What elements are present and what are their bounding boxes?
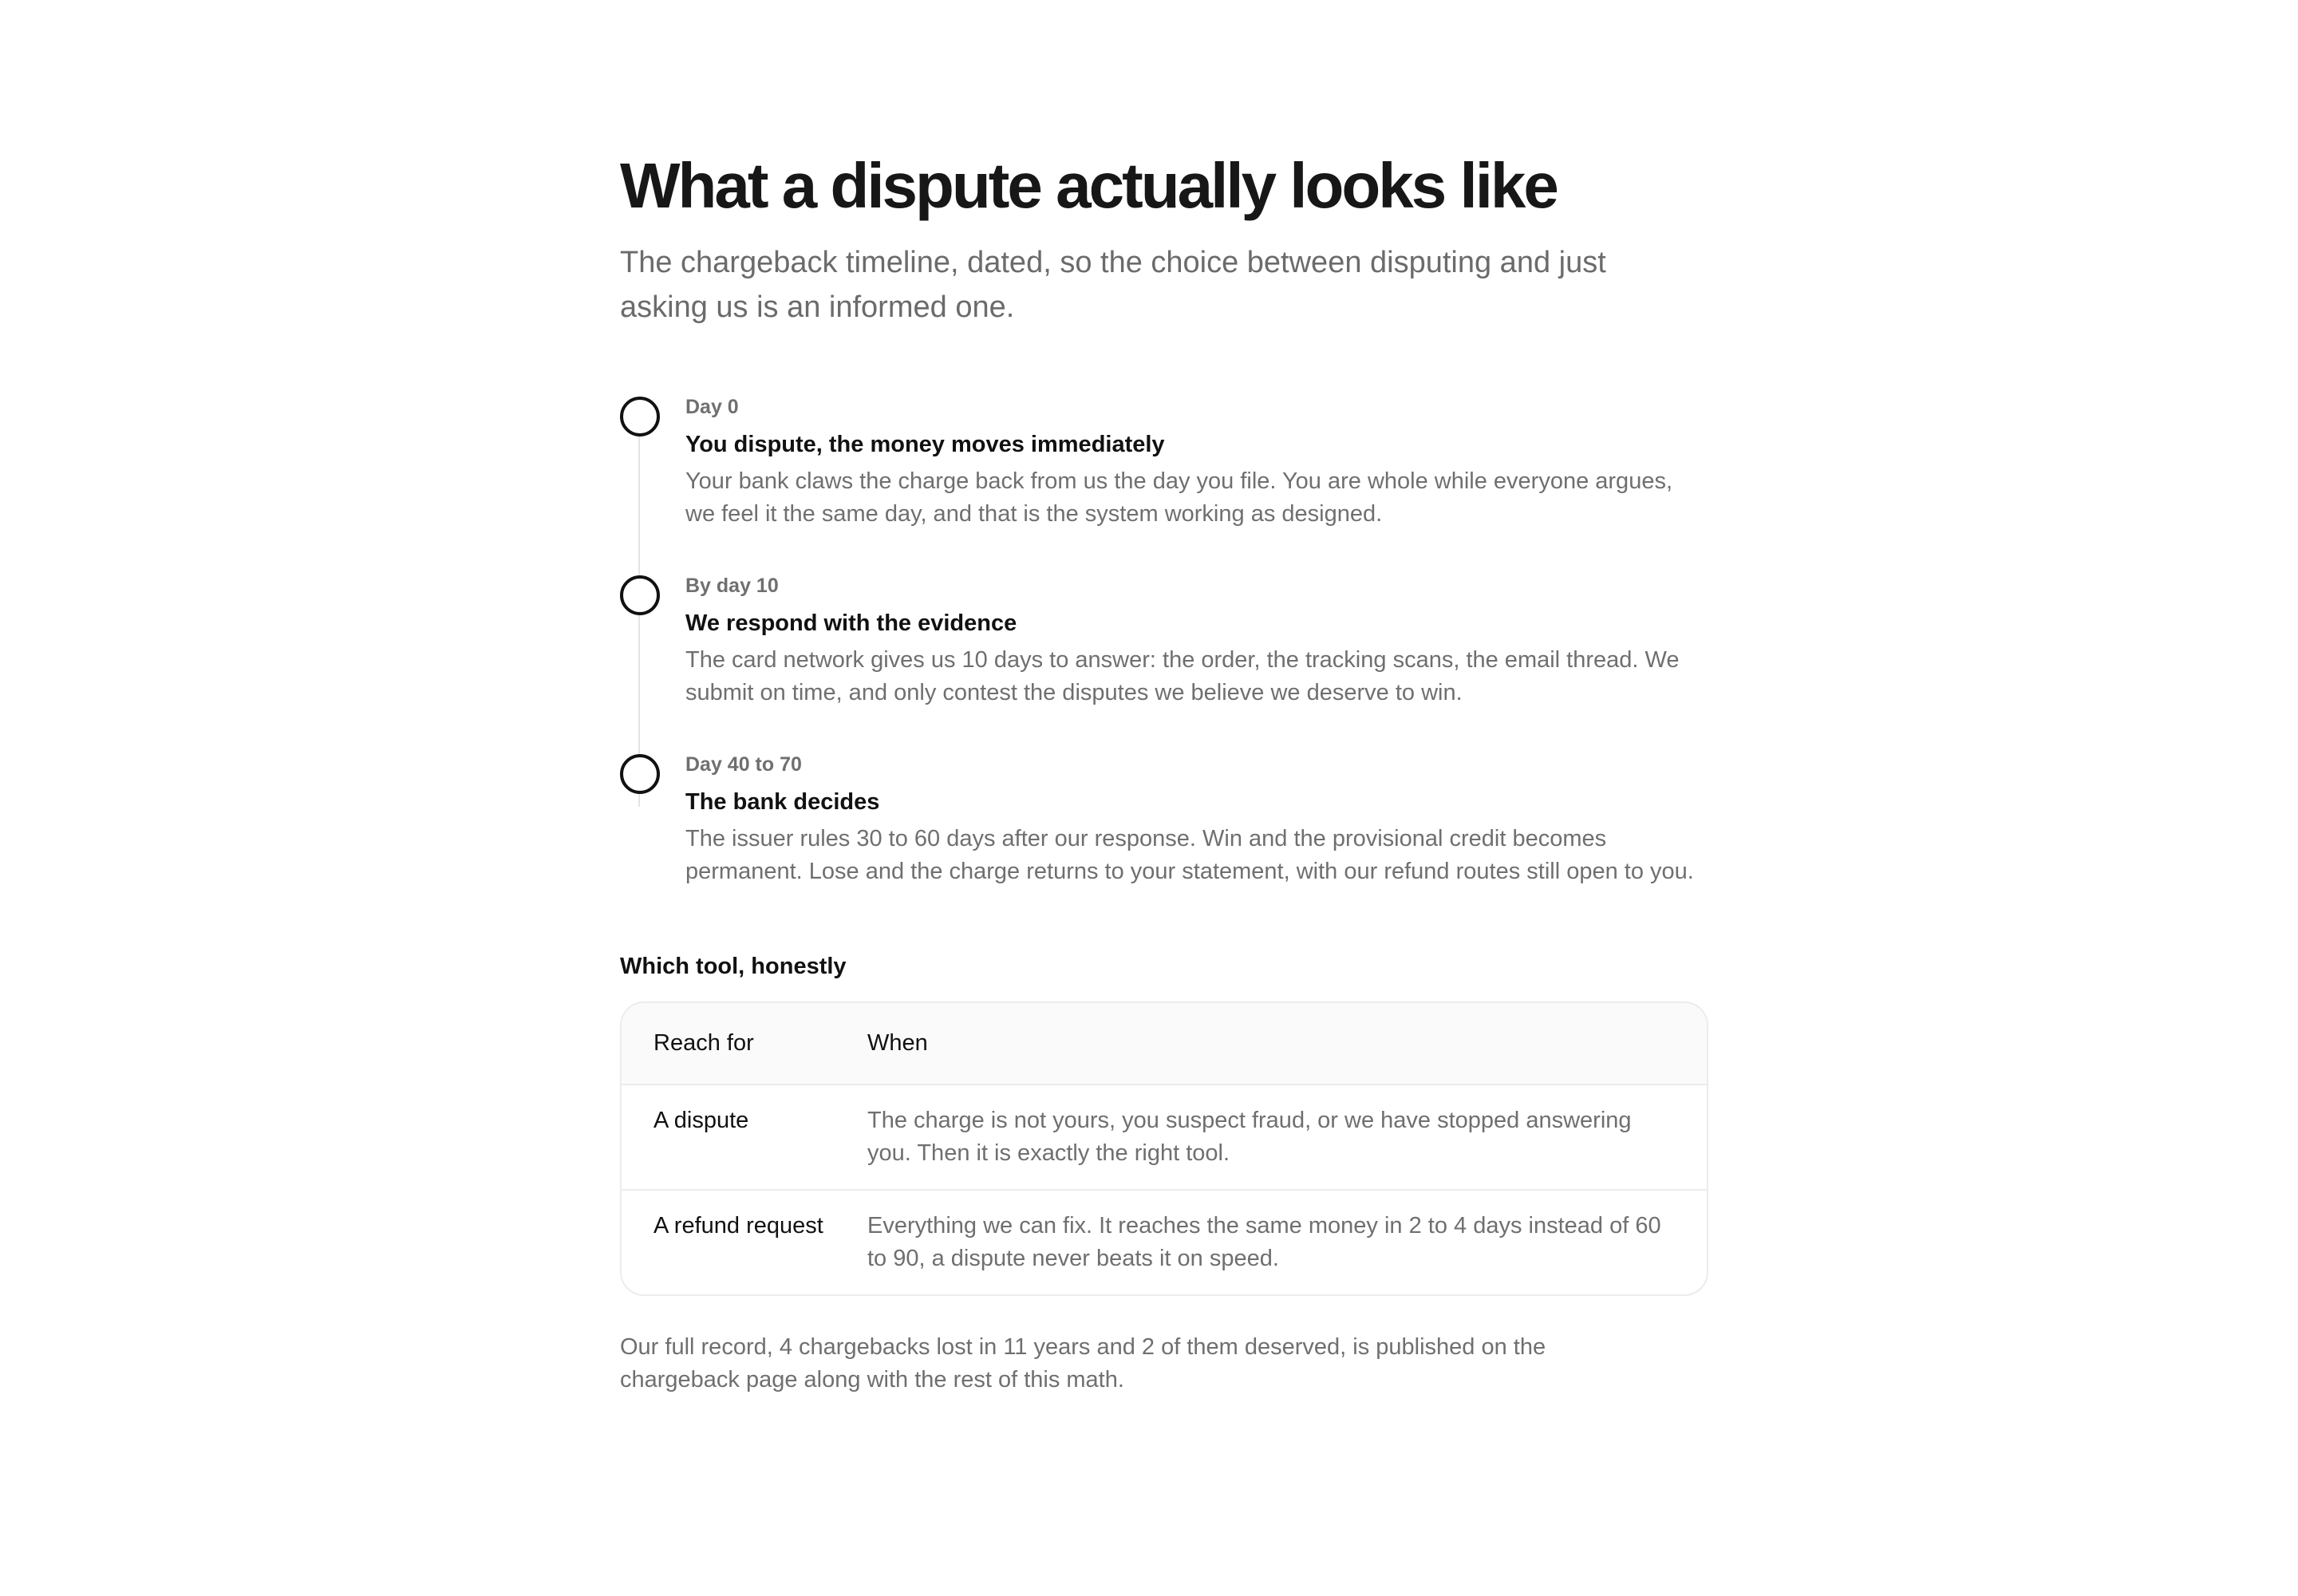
timeline-step-day-40-70 (620, 751, 1705, 888)
timeline-step-label: Day 0 (685, 396, 739, 418)
tool-comparison-table (620, 1001, 1708, 1296)
timeline-step-description: The card network gives us 10 days to answer: the order, the tracking scans, the email thread. We submit on time, and only contest the disputes we believe we deserve to win. (685, 647, 1680, 705)
circle-icon (620, 575, 660, 615)
page-subtitle: The chargeback timeline, dated, so the choice between disputing and just asking us is an informed one. (620, 246, 1606, 324)
table-row (622, 1084, 1707, 1189)
table-cell-reach-for: A refund request (653, 1213, 823, 1238)
table-row (622, 1189, 1707, 1294)
timeline-step-label: By day 10 (685, 575, 779, 597)
table-header-row (622, 1003, 1707, 1084)
main-content (620, 148, 1705, 1420)
timeline-step-title: We respond with the evidence (685, 610, 1017, 636)
dispute-timeline (620, 393, 1705, 888)
circle-icon (620, 397, 660, 437)
timeline-step-description: The issuer rules 30 to 60 days after our response. Win and the provisional credit becomes permanent. Lose and the charge returns to your statement, with our refund routes still open to you. (685, 826, 1694, 884)
timeline-step-title: The bank decides (685, 789, 880, 815)
column-header-when: When (867, 1030, 928, 1056)
table-cell-when: The charge is not yours, you suspect fraud, or we have stopped answering you. Then it is exactly the right tool. (867, 1108, 1632, 1166)
table-cell-reach-for: A dispute (653, 1108, 749, 1133)
timeline-step-description: Your bank claws the charge back from us the day you file. You are whole while everyone argues, we feel it the same day, and that is the system working as designed. (685, 468, 1673, 527)
column-header-reach-for: Reach for (653, 1030, 754, 1056)
timeline-step-day-10 (620, 572, 1705, 709)
timeline-step-day-0 (620, 393, 1705, 531)
page-title: What a dispute actually looks like (620, 150, 1557, 221)
table-cell-when: Everything we can fix. It reaches the same money in 2 to 4 days instead of 60 to 90, a dispute never beats it on speed. (867, 1213, 1661, 1271)
timeline-step-title: You dispute, the money moves immediately (685, 432, 1165, 457)
tool-section-heading: Which tool, honestly (620, 954, 847, 979)
footnote: Our full record, 4 chargebacks lost in 11 years and 2 of them deserved, is published on the chargeback page along with the rest of this math. (620, 1334, 1546, 1393)
circle-icon (620, 754, 660, 794)
timeline-step-label: Day 40 to 70 (685, 753, 802, 776)
